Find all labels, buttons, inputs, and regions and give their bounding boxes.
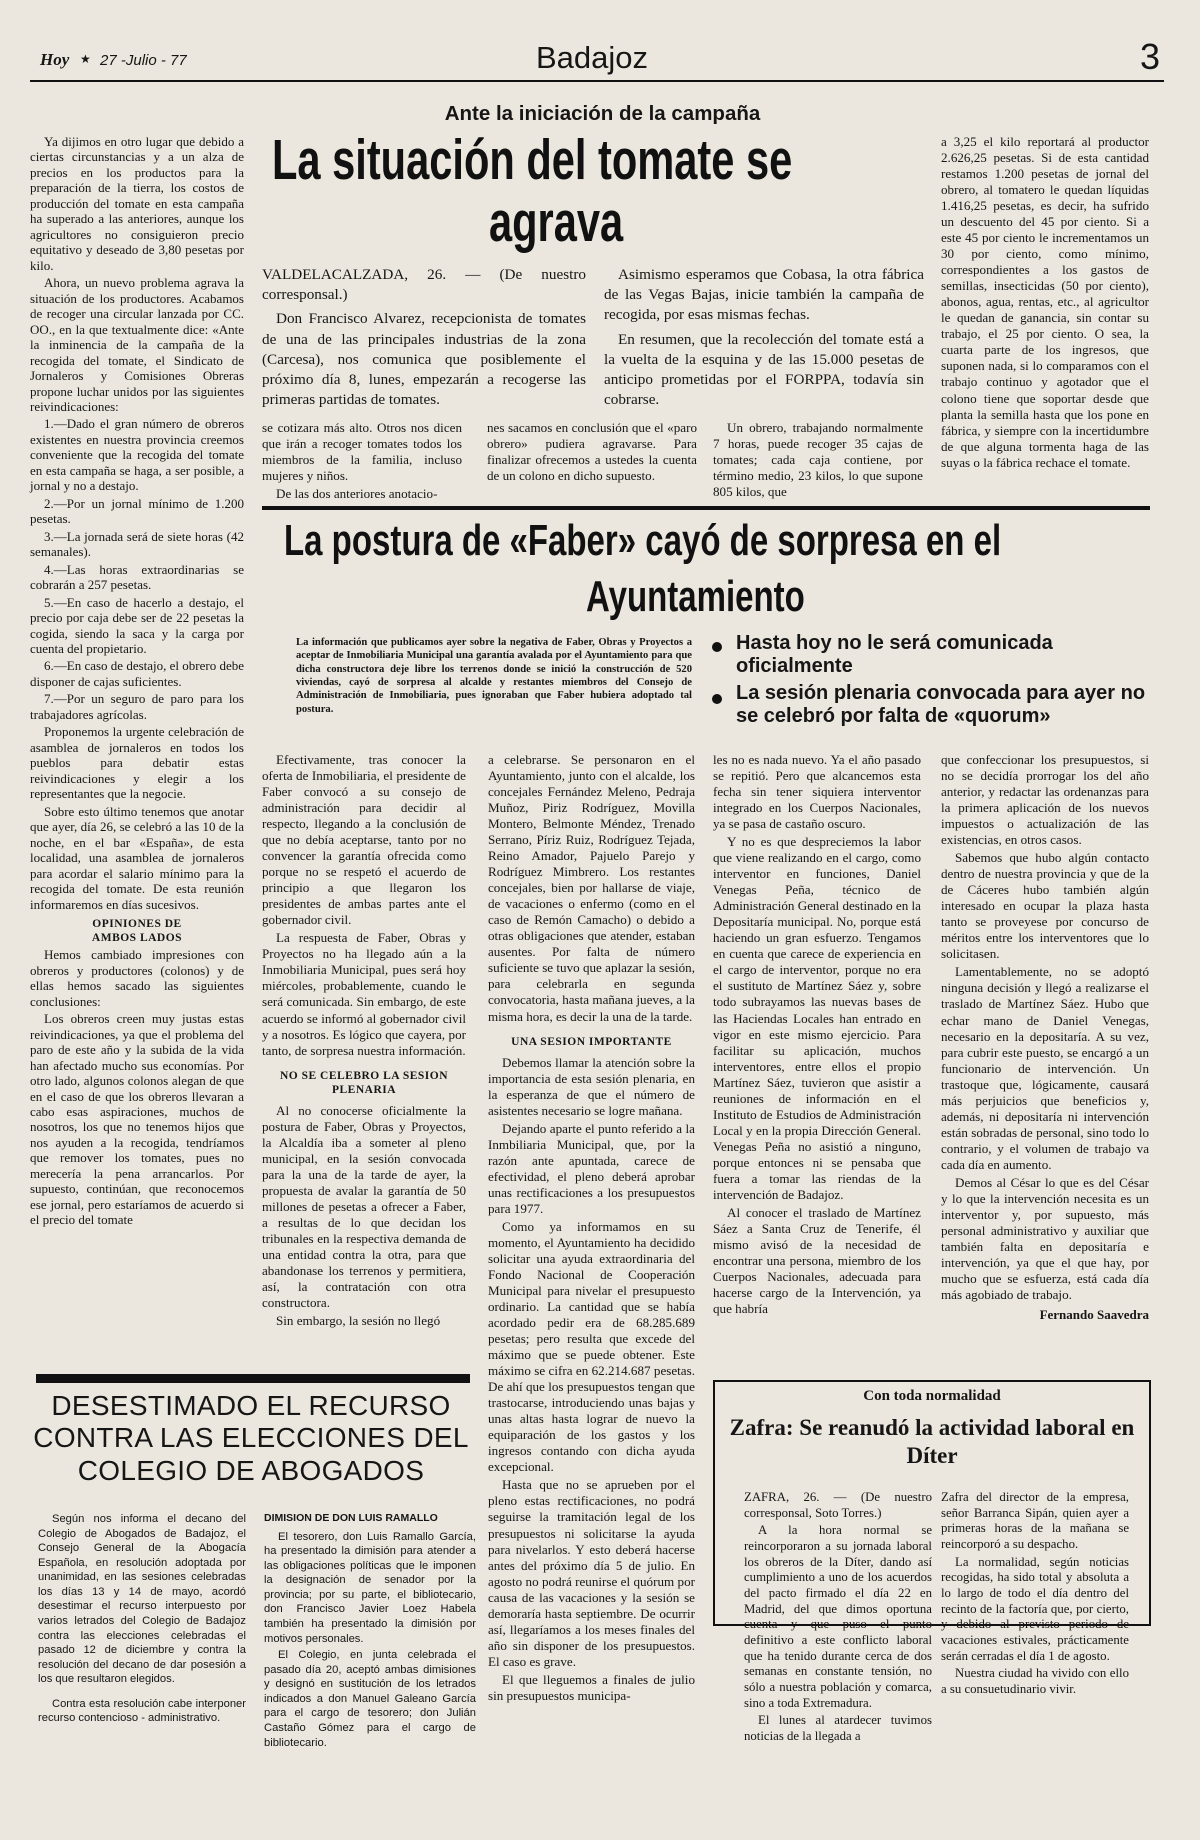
- paragraph: se cotizara más alto. Otros nos dicen que irán a recoger tomates todos los miembros de la familia, incluso mujeres y niños.: [262, 420, 462, 484]
- abogados-column-2: [264, 1512, 476, 1750]
- zafra-kicker: Con toda normalidad: [863, 1388, 1001, 1404]
- zafra-headline-line1: Zafra: Se reanudó la actividad laboral en: [729, 1415, 1135, 1440]
- subheading-sesion: UNA SESION IMPORTANTE: [511, 1035, 672, 1048]
- faber-column-1: [262, 752, 466, 1329]
- paragraph: 2.—Por un jornal mínimo de 1.200 pesetas.: [30, 495, 244, 527]
- faber-column-2: [488, 752, 695, 1704]
- paragraph: 5.—En caso de hacerlo a destajo, el precio por caja debe ser de 22 pesetas la cogida, siendo la saca y la carga por cuenta del propietario.: [30, 594, 244, 656]
- abogados-headline: [30, 1390, 472, 1487]
- paragraph: 4.—Las horas extraordinarias se cobrarán a 257 pesetas.: [30, 561, 244, 593]
- paragraph: a 3,25 el kilo reportará al productor 2.626,25 pesetas. Si de esta cantidad restamos 1.200 pesetas de jornal del obrero, al tomatero le quedan líquidas 1.416,25 pesetas, es decir, ha sufrido un descuento del 45 por ciento. Si a este 45 por ciento le incrementamos un 30 por ciento, como mínimo, correspondientes a los gastos de semillas, insecticidas (50 por ciento), abonos, agua, rentas, etc., al agricultor le quedan de ganancia, sin contar su trabajo, el 25 por ciento. O sea, la cuarta parte de los ingresos, que suponen nada, si lo comparamos con el trabajo continuo y agotador que el colono tiene que soportar desde que planta la semilla hasta que los pone en fábrica, y siempre con la incertidumbre de que alguna tormenta haga de las suyas o la fábrica rechace el tomate.: [941, 134, 1149, 470]
- paragraph: Nuestra ciudad ha vivido con ello a su consuetudinario vivir.: [941, 1666, 1129, 1697]
- paragraph: El lunes al atardecer tuvimos noticias de la llegada a: [744, 1713, 932, 1744]
- abogados-headline-line3: COLEGIO DE ABOGADOS: [77, 1454, 425, 1486]
- faber-headline-line1: La postura de «Faber» cayó de sorpresa en el: [284, 516, 1002, 565]
- faber-headline-line2: Ayuntamiento: [586, 572, 805, 621]
- section-rule: [262, 506, 1150, 510]
- abogados-headline-line1: DESESTIMADO EL RECURSO: [51, 1390, 451, 1421]
- paragraph: Un obrero, trabajando normalmente 7 horas, puede recoger 35 cajas de tomates; cada caja contiene, por término medio, 23 kilos, lo que supone 805 kilos, que: [713, 420, 923, 500]
- zafra-column-2: [941, 1490, 1129, 1698]
- newspaper-logo: Hoy: [40, 50, 70, 69]
- faber-bullet-2: La sesión plenaria convocada para ayer no se celebró por falta de «quorum»: [736, 682, 1146, 728]
- zafra-headline: [713, 1414, 1151, 1471]
- zafra-headline-line2: Díter: [906, 1443, 958, 1469]
- paragraph: Sabemos que hubo algún contacto dentro de nuestra provincia y que de la de Cáceres hubo también algún interesado en ocupar la plaza hasta tanto se proveyese por concurso de méritos entre los interventores que lo solicitasen.: [941, 850, 1149, 962]
- paragraph: Demos al César lo que es del César y lo que la intervención necesita es un interventor y, por supuesto, más personal administrativo y auxiliar que también falta en depositaría e intervención, ya que el que hay, por mucho que se esfuerza, está cada día más agobiado de trabajo.: [941, 1174, 1149, 1303]
- paragraph: Hemos cambiado impresiones con obreros y productores (colonos) y de ellas hemos sacado las siguientes conclusiones:: [30, 947, 244, 1009]
- abogados-headline-line2: CONTRA LAS ELECCIONES DEL: [33, 1422, 469, 1454]
- tomate-small-col-2: [487, 420, 697, 484]
- zafra-column-1: [744, 1490, 932, 1745]
- dateline: ZAFRA, 26. — (De nuestro corresponsal, Soto Torres.): [744, 1490, 932, 1520]
- paragraph: A la hora normal se reincorporaron a su jornada laboral los obreros de la Díter, dando así cumplimiento a uno de los acuerdos del pacto firmado el día 22 en Madrid, del que dimos oportuna cuenta y que puso el punto definitivo a este conflicto laboral que ha tenido durante cerca de dos semanas en constante tensión, no sólo a nuestra población y comarca, sino a toda Extremadura.: [744, 1523, 932, 1710]
- author-signature: Fernando Saavedra: [1039, 1307, 1149, 1323]
- paragraph: En resumen, que la recolección del tomate está a la vuelta de la esquina y de las 15.000 pesetas de anticipo prometidas por el FORPPA, todavía sin cobrarse.: [604, 330, 924, 409]
- paragraph: El que lleguemos a finales de julio sin presupuestos municipa-: [488, 1671, 695, 1703]
- paragraph: Al conocer el traslado de Martínez Sáez a Santa Cruz de Tenerife, él mismo avisó de la necesidad de encontrar una persona, miembro de los Cuerpos Nacionales, adecuada para hacerse cargo de la Intervención, ya que habría: [713, 1204, 921, 1317]
- tomate-headline-line2: agrava: [489, 190, 624, 254]
- paragraph: Y no es que despreciemos la labor que viene realizando en el cargo, como interventor en funciones, Daniel Venegas Peña, técnico de Administración General destinado en la Depositaría municipal. No, porque está haciendo un gran esfuerzo. Tengamos en cuenta que carece de experiencia en el cargo de interventor, porque no era el sustituto de Martínez Sáez y, sobre todo subrayamos las nuevas bases de las Haciendas Locales han entrado en vigor en este mismo ejercicio. Para facilitar su aplicación, muchos interventores, entre ellos el propio Martínez Sáez, tuvieron que asistir a reuniones de información en el Instituto de Estudios de Administración Local y en la propia Dirección General. Venegas Peña no asistió a ninguno, porque entonces ni se pensaba que fuera a tomar las riendas de la intervención de Badajoz.: [713, 834, 921, 1202]
- faber-bullet-1: Hasta hoy no le será comunicada oficialmente: [736, 632, 1053, 678]
- paragraph: 7.—Por un seguro de paro para los trabajadores agrícolas.: [30, 691, 244, 722]
- faber-lead: La información que publicamos ayer sobre la negativa de Faber, Obras y Proyectos a aceptar de Inmobiliaria Municipal una garantía avalada por el Ayuntamiento para que dicha constructora deje libre los terrenos donde se inició la construcción de 520 viviendas, cayó de sorpresa al alcalde y restantes miembros del Consejo de Administración de Inmobiliaria, pues ignoraban que Faber hubiera adoptado tal postura.: [296, 637, 692, 715]
- paragraph: Don Francisco Alvarez, recepcionista de tomates de una de las principales industrias de la zona (Carcesa), nos comunica que posiblemente el próximo día 8, lunes, empezarán a recogerse las primeras partidas de tomates.: [262, 310, 586, 409]
- paragraph: a celebrarse. Se personaron en el Ayuntamiento, junto con el alcalde, los concejales Fernández Meleno, Pedraja Muñoz, Piriz Rodríguez, Movilla Montero, Belmonte Méndez, Trenado Serrano, Píriz Ruiz, Rodríguez Tejada, Reino Amador, Pajuelo Parejo y Rodríguez Mimbrero. Los restantes concejales, bien por hallarse de viaje, de vacaciones o enfermo (como en el caso de Remón Camacho) o debido a otras obligaciones que atender, estaban ausentes. Por falta de número suficiente se tuvo que aplazar la sesión, para celebrarla en segunda convocatoria, hasta mañana jueves, a la misma hora, es decir la una de la tarde.: [488, 752, 695, 1024]
- tomate-right-column: [941, 134, 1149, 471]
- section-name: Badajoz: [536, 40, 649, 75]
- paragraph: Sobre esto último tenemos que anotar que ayer, día 26, se celebró a las 10 de la noche, en el bar «España», de esta localidad, una asamblea de jornaleros para acordar el salario mínimo para la recogida del tomate. De esta reunión informaremos en días sucesivos.: [30, 803, 244, 912]
- paragraph: Zafra del director de la empresa, señor Barranca Sipán, quien ayer a primeras horas de la mañana se reincorporó a su despacho.: [941, 1490, 1129, 1552]
- tomate-headline: [262, 127, 922, 257]
- page-number: 3: [1140, 36, 1161, 77]
- faber-headline: [270, 516, 1150, 626]
- bullet-icon: [712, 642, 722, 652]
- faber-column-3: [713, 752, 921, 1317]
- paragraph: 1.—Dado el gran número de obreros existentes en nuestra provincia creemos conveniente que la recogida del tomate en esta campaña se haga, a ser posible, a jornal y no a destajo.: [30, 416, 244, 494]
- tomate-lead-b: [604, 265, 924, 411]
- subheading-opiniones: OPINIONES DE AMBOS LADOS: [91, 917, 183, 944]
- paragraph: La normalidad, según noticias recogidas, ha sido total y absoluta a lo largo de todo el día dentro del recinto de la factoría que, por cierto, y debido al previsto periodo de vacaciones estivales, prácticamente serán cerradas el día 1 de agosto.: [941, 1554, 1129, 1663]
- paragraph: Según nos informa el decano del Colegio de Abogados de Badajoz, el Consejo General de la Abogacía Española, en resolución adoptada por unanimidad, en las sesiones celebradas los días 13 y 14 de mayo, acordó desestimar el recurso interpuesto por varios letrados del Colegio de Badajoz contra las elecciones celebradas el pasado 12 de diciembre y contra la resolución del decano de dar posesión a los que resultaron elegidos.: [38, 1513, 246, 1686]
- paragraph: Contra esta resolución cabe interponer recurso contencioso - administrativo.: [38, 1697, 246, 1725]
- paragraph: El tesorero, don Luis Ramallo García, ha presentado la dimisión para atender a las obligaciones políticas que le imponen la designación de senador por la provincia; por su parte, el bibliotecario, don Francisco Javier Loez Habela también ha presentado la dimisión por motivos personales.: [264, 1530, 476, 1645]
- paragraph: Como ya informamos en su momento, el Ayuntamiento ha decidido solicitar una ayuda extraordinaria del Fondo Nacional de Cooperación Municipal para nivelar el presupuesto ordinario. La cantidad que se había acordado pedir era de 68.285.689 pesetas; pero resulta que excede del máximo que se puede obtener. Este máximo se cifra en 62.214.687 pesetas. De ahí que los presupuestos tengan que trastocarse, introduciendo unas bajas y unas altas hasta lograr de nuevo la equiparación de los gastos y los ingresos contando con dicha ayuda excepcional.: [488, 1218, 695, 1475]
- masthead-rule: [30, 80, 1164, 82]
- paragraph: que confeccionar los presupuestos, si no se decidía prorrogar los del año anterior, y redactar las ordenanzas para la primera aplicación de los nuevos impuestos o actualización de las existencias, en otros casos.: [941, 752, 1149, 848]
- paragraph: Ya dijimos en otro lugar que debido a ciertas circunstancias y a un alza de precios en los productos para la preparación de la tierra, los costos de producción del tomate en esta campaña ha superado a las anteriores, aunque los agricultores no consiguieron precio equitativo y deseado de 3,80 pesetas por kilo.: [30, 134, 244, 273]
- tomate-small-col-3: [713, 420, 923, 500]
- paragraph: Sin embargo, la sesión no llegó: [276, 1313, 441, 1329]
- paragraph: La respuesta de Faber, Obras y Proyectos no ha llegado aún a la Inmobiliaria Municipal, pues será hoy miércoles, probablemente, cuando le será comunicada. Sin embargo, de este acuerdo se informó al gobernador civil y a nosotros. Es lógico que cayera, por tanto, de sorpresa nuestra información.: [262, 930, 466, 1058]
- paragraph: Hasta que no se aprueben por el pleno estas rectificaciones, no podrá seguirse la tramitación legal de los presupuestos ni solicitarse la ayuda para nivelarlos. Y esto deberá hacerse antes del próximo día 5 de julio. En agosto no podrá reunirse el quórum por causa de las vacaciones y la sesión se demoraría hasta septiembre. De ocurrir así, llegaríamos a los meses finales del año sin disponer de los presupuestos. El caso es grave.: [488, 1477, 695, 1669]
- paragraph: Lamentablemente, no se adoptó ninguna decisión y llegó a realizarse el traslado de Martínez Sáez. Hubo que echar mano de Daniel Venegas, necesario en la depositaría. A su vez, para cubrir este puesto, se encargó a un funcionario de intervención. Un trastoque que, lógicamente, causará más perjuicios que beneficios y, además, ni depositaría ni intervención están sobradas de personal, sino todo lo contrario, y el volumen de trabajo va cada día en aumento.: [941, 964, 1149, 1172]
- bullet-icon: [712, 694, 722, 704]
- masthead: [28, 36, 1168, 78]
- paragraph: les no es nada nuevo. Ya el año pasado se repitió. Pero que alcancemos esta fecha sin tener siquiera interventor integrado en los Cuerpos Nacionales, ya se pasa de castaño oscuro.: [713, 752, 921, 832]
- paragraph: 3.—La jornada será de siete horas (42 semanales).: [30, 528, 244, 560]
- paragraph: De las dos anteriores anotacio-: [276, 486, 438, 502]
- subheading-dimision: DIMISION DE DON LUIS RAMALLO: [264, 1512, 438, 1524]
- paragraph: Asimismo esperamos que Cobasa, la otra fábrica de las Vegas Bajas, inicie también la campaña de recogida, por esas mismas fechas.: [604, 266, 924, 324]
- tomate-small-col-1: [262, 420, 462, 502]
- star-icon: ★: [80, 52, 91, 66]
- paragraph: Proponemos la urgente celebración de asamblea de jornaleros en todos los pueblos para debatir estas reivindicaciones y elegir a los representantes que la negocie.: [30, 724, 244, 802]
- paragraph: nes sacamos en conclusión que el «paro obrero» pudiera agravarse. Para finalizar ofrecemos a ustedes la cuenta de un colono en dicho supuesto.: [487, 420, 697, 484]
- tomate-lead-a: [262, 265, 586, 411]
- paragraph: Debemos llamar la atención sobre la importancia de esta sesión plenaria, en la esperanza de que el número de asistentes necesario se logre mañana.: [488, 1054, 695, 1118]
- issue-date: 27 -Julio - 77: [100, 52, 187, 69]
- paragraph: 6.—En caso de destajo, el obrero debe disponer de cajas suficientes.: [30, 658, 244, 689]
- abogados-top-rule: [36, 1374, 470, 1383]
- paragraph: Los obreros creen muy justas estas reivindicaciones, ya que el problema del paro de este año y la subida de la vida han afectado mucho sus economías. Por otro lado, algunos colonos alegan de que en el caso de que los obreros llevaran a cabo esas aspiraciones, muchos de nosotros, los que no tenemos hijos que nos ayuden a la recogida, tendríamos que remover los tomates, pues no merecería la pena arrancarlos. Por supuesto, continúan, que reconocemos ese jornal, pero estaríamos de acuerdo si el precio del tomate: [30, 1011, 244, 1228]
- subheading-no-celebro: NO SE CELEBRO LA SESION PLENARIA: [279, 1069, 449, 1096]
- paragraph: El Colegio, en junta celebrada el pasado día 20, aceptó ambas dimisiones y designó en sustitución de los letrados indicados a don Manuel Galeano García para el cargo de tesorero; don Julián Castaño Gómez para el cargo de bibliotecario.: [264, 1649, 476, 1749]
- paragraph: Dejando aparte el punto referido a la Inmbiliaria Municipal, que, por la razón ante apuntada, carece de efectividad, el pleno deberá aprobar unas rectificaciones a los presupuestos para 1977.: [488, 1120, 695, 1216]
- faber-column-4: [941, 752, 1149, 1323]
- paragraph: Al no conocerse oficialmente la postura de Faber, Obras y Proyectos, la Alcaldía iba a someter al pleno municipal, en la sesión convocada para la una de la tarde de ayer, la propuesta de avalar la garantía de 50 millones de pesetas a ofrecer a Faber, a resultas de lo que decidan los tribunales en la respectiva demanda de una entidad contra la otra, para que abandonase los terrenos y permitiera, así, la contratación con otra constructora.: [262, 1102, 466, 1311]
- tomate-kicker: Ante la iniciación de la campaña: [444, 102, 761, 125]
- tomate-left-column: [30, 134, 244, 1228]
- abogados-column-1: [38, 1512, 246, 1726]
- dateline: VALDELACALZADA, 26. — (De nuestro corresponsal.): [262, 266, 586, 304]
- paragraph: Efectivamente, tras conocer la oferta de Inmobiliaria, el presidente de Faber convocó a su consejo de administración para decidir al respecto, llegando a la conclusión de que no debía aceptarse, tanto por no convencer la garantía ofrecida como porque no se respetó el acuerdo de principio a que llegaron los presidentes de ambas partes ante el gobernador civil.: [262, 752, 466, 928]
- tomate-headline-line1: La situación del tomate se: [272, 128, 793, 192]
- paragraph: Ahora, un nuevo problema agrava la situación de los productores. Acabamos de recoger una circular lanzada por CC. OO., en la que textualmente dice: «Ante la inminencia de la campaña de la recogida del tomate, el Sindicato de Jornaleros y Comisiones Obreras propone luchar unidos por las siguientes reivindicaciones:: [30, 275, 244, 414]
